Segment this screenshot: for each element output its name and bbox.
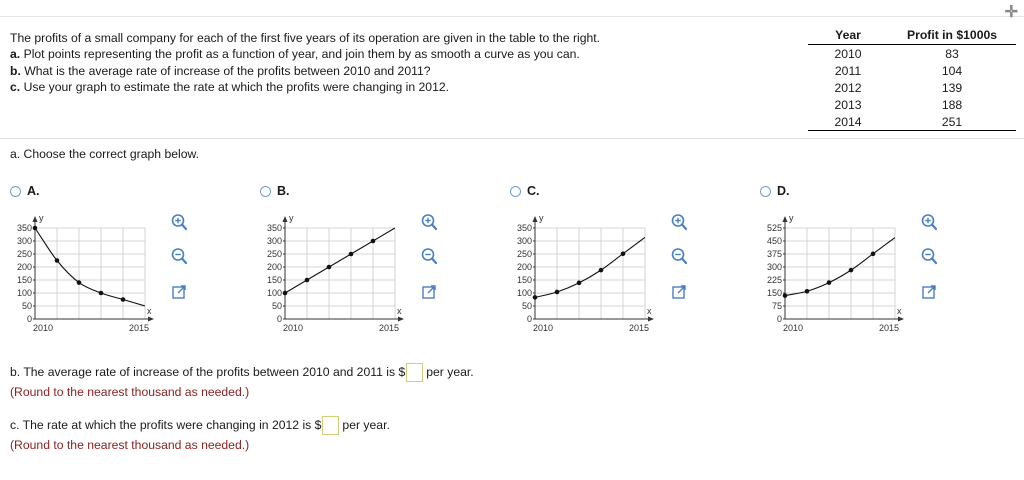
option-d-graph [758, 208, 908, 343]
y-axis-arrow-icon [283, 216, 288, 222]
popout-icon[interactable] [919, 282, 939, 302]
y-tick-label: 0 [776, 314, 782, 324]
y-tick-label: 350 [266, 223, 282, 233]
option-a-radio[interactable] [10, 184, 40, 198]
popout-icon[interactable] [669, 282, 689, 302]
y-tick-label: 300 [16, 236, 32, 246]
part-c-hint: (Round to the nearest thousand as needed.) [10, 438, 250, 453]
option-b-graph [258, 208, 408, 343]
y-axis-label: y [539, 213, 544, 223]
data-point [577, 281, 582, 286]
y-tick-label: 150 [516, 275, 532, 285]
zoom-in-icon[interactable] [919, 212, 939, 232]
y-tick-label: 375 [766, 249, 782, 259]
y-tick-label: 150 [766, 288, 782, 298]
data-point [305, 278, 310, 283]
zoom-in-icon[interactable] [669, 212, 689, 232]
x-axis-arrow-icon [148, 317, 154, 322]
y-axis-label: y [39, 213, 44, 223]
radio-circle-icon[interactable] [260, 186, 271, 197]
x-tick-label: 2010 [282, 323, 304, 333]
data-point [555, 290, 560, 295]
option-d-radio[interactable] [760, 184, 790, 198]
table-row: 2010 83 [834, 46, 959, 61]
data-point [871, 252, 876, 257]
y-tick-label: 250 [16, 249, 32, 259]
problem-statement [10, 30, 730, 96]
data-point [827, 280, 832, 285]
y-tick-label: 100 [516, 288, 532, 298]
y-tick-label: 150 [266, 275, 282, 285]
x-tick-label: 2015 [378, 323, 400, 333]
table-row: 2011 104 [834, 63, 963, 78]
data-point [77, 280, 82, 285]
zoom-in-icon[interactable] [419, 212, 439, 232]
y-tick-label: 0 [526, 314, 532, 324]
x-axis-label: x [897, 306, 902, 316]
part-c-question: c. The rate at which the profits were changing in 2012 is $ [10, 418, 322, 432]
radio-circle-icon[interactable] [760, 186, 771, 197]
radio-circle-icon[interactable] [10, 186, 21, 197]
data-point [55, 258, 60, 263]
y-tick-label: 225 [766, 275, 782, 285]
problem-part-b: b. What is the average rate of increase of the profits between 2010 and 2011? [10, 63, 431, 78]
y-tick-label: 300 [516, 236, 532, 246]
option-b-radio[interactable] [260, 184, 290, 198]
data-point [533, 295, 538, 300]
corner-handle-icon[interactable]: ✛ [1004, 4, 1018, 21]
y-tick-label: 350 [516, 223, 532, 233]
data-point [783, 293, 788, 298]
data-point [121, 297, 126, 302]
y-tick-label: 300 [766, 262, 782, 272]
data-point [283, 291, 288, 296]
x-axis-label: x [397, 306, 402, 316]
zoom-out-icon[interactable] [419, 246, 439, 266]
y-tick-label: 50 [21, 301, 32, 311]
x-axis-label: x [147, 306, 152, 316]
top-divider [0, 16, 1024, 17]
y-tick-label: 0 [26, 314, 32, 324]
part-c [10, 415, 390, 455]
y-axis-label: y [789, 213, 794, 223]
popout-icon[interactable] [419, 282, 439, 302]
x-tick-label: 2015 [628, 323, 650, 333]
option-letter: C. [527, 184, 540, 198]
data-point [805, 289, 810, 294]
y-axis-arrow-icon [533, 216, 538, 222]
part-b-hint: (Round to the nearest thousand as needed.) [10, 385, 250, 400]
x-tick-label: 2015 [878, 323, 900, 333]
y-axis-arrow-icon [783, 216, 788, 222]
y-tick-label: 350 [16, 223, 32, 233]
option-c-graph [508, 208, 658, 343]
y-tick-label: 250 [266, 249, 282, 259]
y-tick-label: 50 [521, 301, 532, 311]
zoom-in-icon[interactable] [169, 212, 189, 232]
y-axis-label: y [289, 213, 294, 223]
data-point [599, 268, 604, 273]
table-header-year: Year [808, 28, 888, 45]
zoom-out-icon[interactable] [669, 246, 689, 266]
problem-part-a: a. Plot points representing the profit as a function of year, and join them by as smooth a curve as you can. [10, 47, 580, 62]
part-b [10, 362, 474, 402]
part-a-prompt: a. Choose the correct graph below. [10, 147, 200, 161]
zoom-out-icon[interactable] [919, 246, 939, 266]
data-point [349, 252, 354, 257]
data-point [621, 251, 626, 256]
table-header-profit: Profit in $1000s [888, 28, 1016, 45]
y-tick-label: 50 [271, 301, 282, 311]
y-tick-label: 525 [766, 223, 782, 233]
y-tick-label: 200 [16, 262, 32, 272]
y-tick-label: 100 [266, 288, 282, 298]
y-tick-label: 150 [16, 275, 32, 285]
part-b-unit: per year. [426, 365, 474, 379]
y-axis-arrow-icon [33, 216, 38, 222]
y-tick-label: 250 [516, 249, 532, 259]
popout-icon[interactable] [169, 282, 189, 302]
table-row: 2014 251 [808, 113, 1016, 131]
option-c-radio[interactable] [510, 184, 540, 198]
option-a-graph [8, 208, 158, 343]
y-tick-label: 200 [516, 262, 532, 272]
x-tick-label: 2010 [532, 323, 554, 333]
option-letter: A. [27, 184, 40, 198]
data-point [99, 291, 104, 296]
y-tick-label: 200 [266, 262, 282, 272]
data-point [327, 265, 332, 270]
part-b-question: b. The average rate of increase of the profits between 2010 and 2011 is $ [10, 365, 406, 379]
problem-part-c: c. Use your graph to estimate the rate at which the profits were changing in 2012. [10, 80, 450, 95]
x-axis-arrow-icon [648, 317, 654, 322]
y-tick-label: 0 [276, 314, 282, 324]
part-c-unit: per year. [342, 418, 390, 432]
x-tick-label: 2010 [32, 323, 54, 333]
data-point [33, 226, 38, 231]
problem-intro: The profits of a small company for each of the first five years of its operation are given in the table to the right. [10, 31, 601, 45]
x-tick-label: 2010 [782, 323, 804, 333]
data-point [849, 268, 854, 273]
radio-circle-icon[interactable] [510, 186, 521, 197]
profit-table [808, 28, 1016, 131]
table-row: 2012 139 [834, 80, 963, 95]
zoom-out-icon[interactable] [169, 246, 189, 266]
y-tick-label: 100 [16, 288, 32, 298]
part-c-answer-input[interactable] [322, 416, 339, 435]
x-axis-arrow-icon [898, 317, 904, 322]
part-b-answer-input[interactable] [406, 363, 423, 382]
option-letter: B. [277, 184, 290, 198]
section-divider [0, 138, 1024, 139]
y-tick-label: 300 [266, 236, 282, 246]
x-tick-label: 2015 [128, 323, 150, 333]
option-letter: D. [777, 184, 790, 198]
x-axis-label: x [647, 306, 652, 316]
y-tick-label: 450 [766, 236, 782, 246]
y-tick-label: 75 [771, 301, 782, 311]
data-point [371, 239, 376, 244]
x-axis-arrow-icon [398, 317, 404, 322]
table-row: 2013 188 [834, 97, 963, 112]
